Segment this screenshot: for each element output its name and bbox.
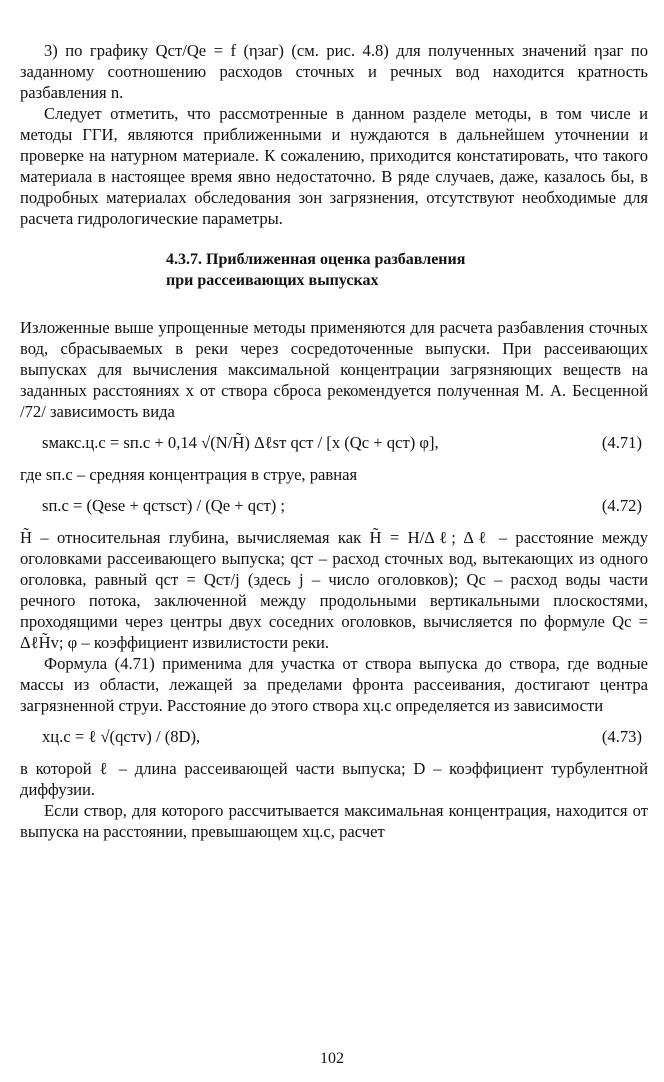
- paragraph-formula-applicability: Формула (4.71) применима для участка от створа выпуска до створа, где водные массы из области, лежащей за пределами фронта рассеивания, достигают центра загрязненной струи. Расстояние до этого створа xц.с определяется из зависимости: [20, 654, 648, 715]
- paragraph-calculation-continues: Если створ, для которого рассчитывается максимальная концентрация, находится от выпуска на расстоянии, превышающем xц.с, расчет: [20, 801, 648, 841]
- paragraph-length-definition: в которой ℓ – длина рассеивающей части выпуска; D – коэффициент турбулентной диффузии.: [20, 759, 648, 799]
- paragraph-dispersing-outlets: Изложенные выше упрощенные методы применяются для расчета разбавления сточных вод, сбрасываемых в реки через сосредоточенные выпуски. При рассеивающих выпусках для вычисления максимальной концентрации загрязняющих веществ на заданных расстояниях x от створа сброса рекомендуется полученная М. А. Бесценной /72/ зависимость вида: [20, 318, 648, 421]
- paragraph-mean-concentration: где sп.с – средняя концентрация в струе, равная: [20, 465, 358, 484]
- section-heading: [166, 249, 648, 291]
- paragraph-method-step-3: 3) по графику Qст/Qе = f (ηзаг) (см. рис. 4.8) для полученных значений ηзаг по заданному соотношению расходов сточных и речных вод находится кратность разбавления n.: [20, 41, 648, 102]
- paragraph-variable-definitions: H̃ – относительная глубина, вычисляемая как H̃ = H/Δℓ; Δℓ – расстояние между оголовками рассеивающего выпуска; qст – расход сточных вод, вытекающих из одного оголовка, равный qст = Qст/j (здесь j – число оголовков); Qс – расход воды части речного потока, заключенной между продольными вертикальными плоскостями, проходящими через центры двух соседних оголовков, вычисляется по формуле Qс = ΔℓH̃v; φ – коэффициент извилистости реки.: [20, 528, 648, 652]
- section-heading-line-1: 4.3.7. Приближенная оценка разбавления: [166, 251, 466, 268]
- formula-4-72: [20, 493, 648, 519]
- formula-4-73: [20, 724, 648, 750]
- formula-4-72-expression: sп.с = (Qеsе + qстsст) / (Qе + qст) ;: [42, 496, 286, 515]
- formula-4-71-number: (4.71): [601, 433, 642, 452]
- formula-4-73-expression: xц.с = ℓ √(qстv) / (8D),: [42, 727, 201, 746]
- formula-4-71-expression: sмакс.ц.с = sп.с + 0,14 √(N/H̃) Δℓsт qст / [x (Qс + qст) φ],: [42, 433, 439, 452]
- formula-4-72-number: (4.72): [601, 496, 642, 515]
- section-heading-line-2: при рассеивающих выпусках: [166, 272, 379, 289]
- formula-4-71: [20, 430, 648, 456]
- formula-4-73-number: (4.73): [601, 727, 642, 746]
- page-number: 102: [320, 1050, 344, 1067]
- paragraph-methods-note: Следует отметить, что рассмотренные в данном разделе методы, в том числе и методы ГГИ, являются приближенными и нуждаются в дальнейшем уточнении и проверке на натурном материале. К сожалению, приходится констатировать, что такого материала в настоящее время явно недостаточно. В ряде случаев, даже, казалось бы, в подробных материалах обследования зон загрязнения, отсутствуют необходимые для расчета гидрологические параметры.: [20, 104, 648, 228]
